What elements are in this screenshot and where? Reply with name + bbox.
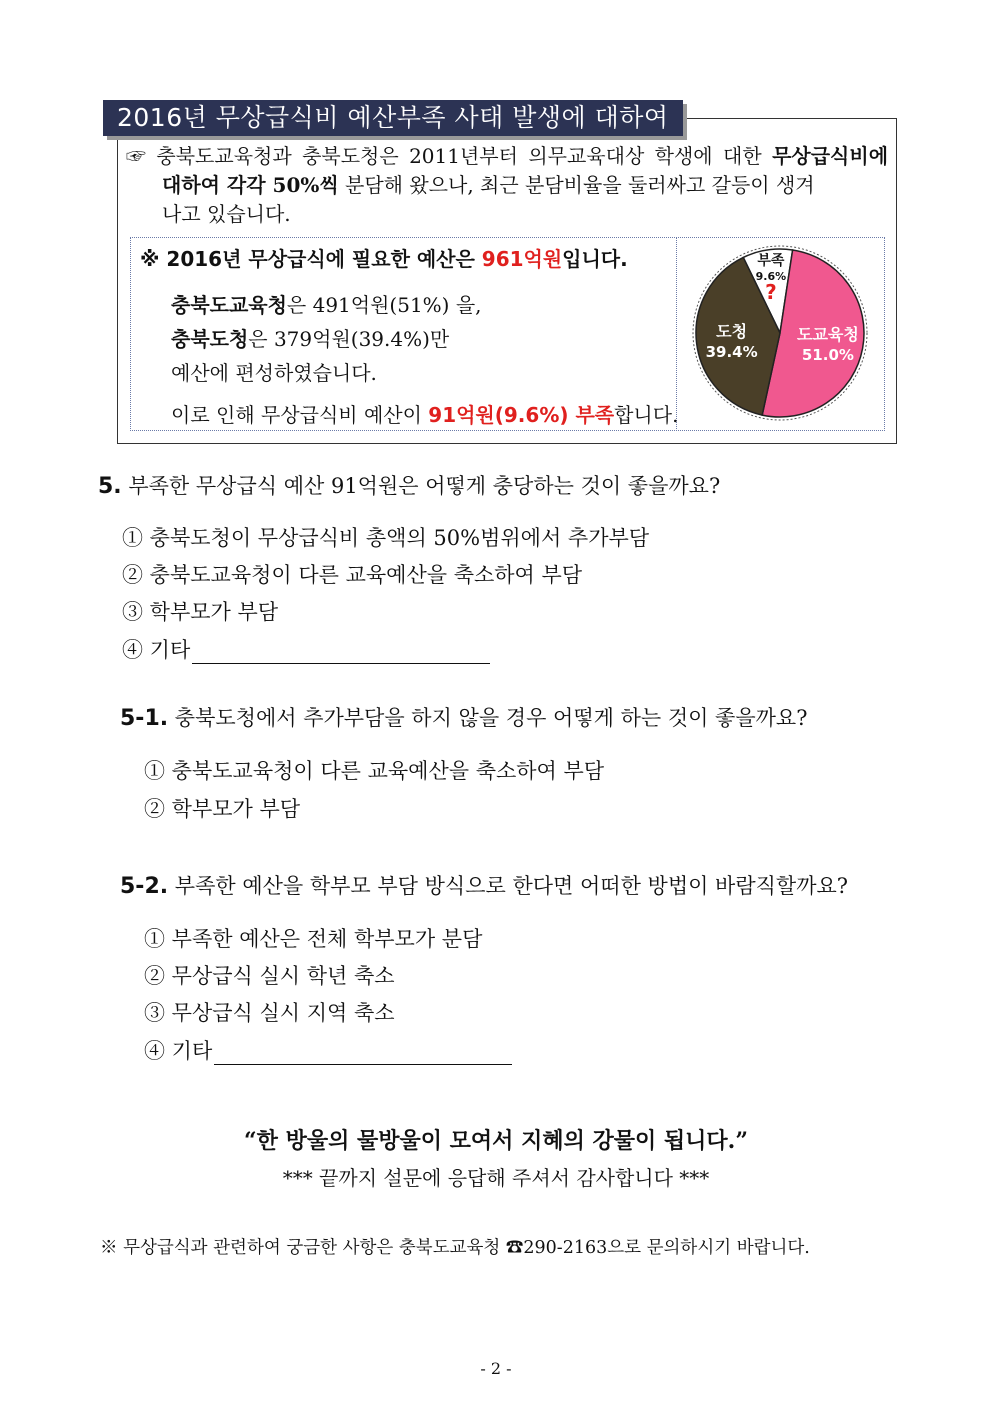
q5-option-1[interactable]: ① 충북도청이 무상급식비 총액의 50%범위에서 추가부담 <box>122 526 650 550</box>
pie-value-shortfall: 9.6% <box>755 270 787 284</box>
budget-pie-chart <box>690 243 870 423</box>
intro-line2-bold: 대하여 각각 50%씩 <box>162 173 339 197</box>
q5-1-option-1[interactable]: ① 충북도교육청이 다른 교육예산을 축소하여 부담 <box>144 759 605 783</box>
shortfall-amount: 91억원(9.6%) 부족 <box>428 403 615 427</box>
intro-line3: 나고 있습니다. <box>162 202 291 226</box>
pie-label-0: 도교육청 <box>796 324 859 344</box>
q5-2-other-blank[interactable] <box>214 1044 512 1065</box>
intro-line2: 분담해 왔으나, 최근 분담비율을 둘러싸고 갈등이 생겨 <box>338 173 815 197</box>
question-5-2 <box>120 870 848 900</box>
shortfall-text: 이로 인해 무상급식비 예산이 91억원(9.6%) 부족합니다. <box>171 403 679 427</box>
pie-label-shortfall: 부족 <box>757 253 785 270</box>
edu-office-share: 충북도교육청은 491억원(51%) 을, <box>171 293 482 317</box>
q5-option-3[interactable]: ③ 학부모가 부담 <box>122 600 279 624</box>
page-number: - 2 - <box>480 1359 512 1378</box>
question-5-2-text: 부족한 예산을 학부모 부담 방식으로 한다면 어떠한 방법이 바람직할까요? <box>174 874 849 898</box>
question-5-number: 5. <box>98 474 122 499</box>
contact-note: ※ 무상급식과 관련하여 궁금한 사항은 충북도교육청 ☎290-2163으로 문의하시기 바랍니다. <box>100 1238 810 1258</box>
q5-option-2[interactable]: ② 충북도교육청이 다른 교육예산을 축소하여 부담 <box>122 563 583 587</box>
question-5-1-number: 5-1. <box>120 706 169 731</box>
budgeted-text: 예산에 편성하였습니다. <box>171 361 377 385</box>
question-5-2-number: 5-2. <box>120 874 169 899</box>
pie-value-1: 39.4% <box>705 342 758 361</box>
q5-other-blank[interactable] <box>192 643 490 664</box>
budget-headline: ※ 2016년 무상급식에 필요한 예산은 961억원입니다. <box>140 247 628 271</box>
q5-option-4[interactable]: ④ 기타 <box>122 634 490 664</box>
pie-value-0: 51.0% <box>801 345 854 364</box>
question-5-1-text: 충북도청에서 추가부담을 하지 않을 경우 어떻게 하는 것이 좋을까요? <box>174 706 808 730</box>
pointing-hand-icon: ☞ <box>126 144 146 168</box>
closing-quote: “한 방울의 물방울이 모여서 지혜의 강물이 됩니다.” <box>244 1128 748 1154</box>
note-mark: ※ <box>140 247 160 271</box>
question-5 <box>98 470 720 500</box>
q5-2-option-1[interactable]: ① 부족한 예산은 전체 학부모가 분담 <box>144 927 483 951</box>
notice-title: 2016년 무상급식비 예산부족 사태 발생에 대하여 <box>103 100 683 136</box>
intro-paragraph <box>126 142 888 229</box>
province-share: 충북도청은 379억원(39.4%)만 <box>171 327 450 351</box>
pie-label-1: 도청 <box>716 321 748 341</box>
intro-line1-bold: 무상급식비에 <box>772 144 889 168</box>
q5-2-option-3[interactable]: ③ 무상급식 실시 지역 축소 <box>144 1001 395 1025</box>
question-5-text: 부족한 무상급식 예산 91억원은 어떻게 충당하는 것이 좋을까요? <box>128 474 721 498</box>
q5-2-option-2[interactable]: ② 무상급식 실시 학년 축소 <box>144 964 395 988</box>
pie-question-mark: ? <box>765 280 777 305</box>
intro-line1: 충북도교육청과 충북도청은 2011년부터 의무교육대상 학생에 대한 <box>156 144 773 168</box>
total-budget: 961억원 <box>481 247 563 271</box>
question-5-1 <box>120 702 807 732</box>
q5-1-option-2[interactable]: ② 학부모가 부담 <box>144 797 301 821</box>
thanks-message: *** 끝까지 설문에 응답해 주셔서 감사합니다 *** <box>282 1166 710 1190</box>
q5-2-option-4[interactable]: ④ 기타 <box>144 1035 512 1065</box>
